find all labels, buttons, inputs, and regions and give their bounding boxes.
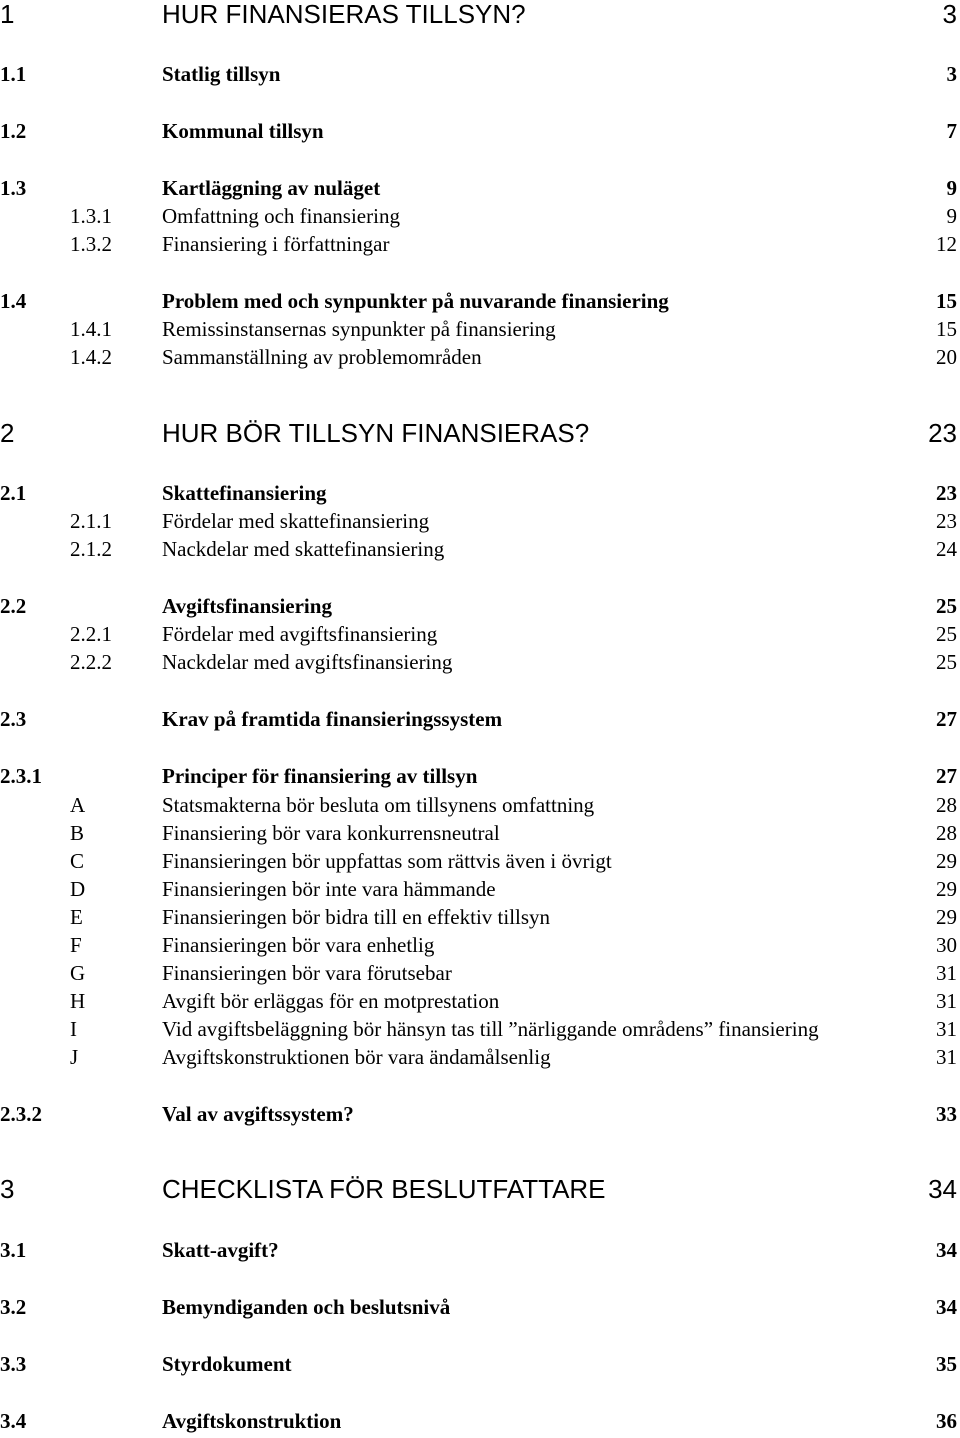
toc-entry-page: 7 [946,119,957,143]
toc-entry-page: 9 [946,204,957,228]
toc-entry-page: 28 [936,821,957,845]
toc-entry-page: 35 [936,1352,957,1376]
toc-entry[interactable] [0,173,960,203]
toc-entry[interactable] [0,958,960,988]
toc-entry-number: 2.1.2 [70,537,112,561]
toc-entry-page: 25 [936,594,957,618]
toc-entry-page: 34 [936,1238,957,1262]
toc-entry-number: 3.1 [0,1238,27,1262]
toc-entry-title: Vid avgiftsbeläggning bör hänsyn tas till ”närliggande områdens” finansiering [162,1017,819,1041]
toc-entry-number: G [70,961,86,985]
toc-entry-page: 33 [936,1102,957,1126]
toc-entry-page: 31 [936,961,957,985]
toc-entry-title: Fördelar med skattefinansiering [162,509,430,533]
toc-entry-number: 1 [0,0,15,29]
toc-entry-number: 3.3 [0,1352,27,1376]
toc-entry-page: 23 [928,418,957,448]
toc-entry-title: Skatt-avgift? [162,1238,279,1262]
toc-entry[interactable] [0,116,960,146]
toc-entry[interactable] [0,902,960,932]
toc-entry[interactable] [0,1014,960,1044]
toc-entry-number: 1.1 [0,62,27,86]
toc-entry[interactable] [0,761,960,791]
toc-entry-title: Finansieringen bör bidra till en effektiv tillsyn [162,905,551,929]
toc-entry[interactable] [0,1292,960,1322]
toc-entry[interactable] [0,0,960,32]
toc-entry[interactable] [0,415,960,451]
toc-entry-page: 28 [936,793,957,817]
toc-entry-title: Sammanställning av problemområden [162,345,482,369]
toc-entry-title: Omfattning och finansiering [162,204,400,228]
toc-entry[interactable] [0,534,960,564]
toc-entry-page: 3 [946,62,957,86]
toc-entry-page: 25 [936,622,957,646]
toc-entry[interactable] [0,790,960,820]
toc-entry-title: Finansieringen bör vara enhetlig [162,933,435,957]
toc-entry-page: 29 [936,905,957,929]
toc-entry-title: HUR FINANSIERAS TILLSYN? [162,0,526,29]
toc-entry-number: 2.3.1 [0,764,42,788]
toc-entry-page: 23 [936,509,957,533]
toc-entry-title: Principer för finansiering av tillsyn [162,764,478,788]
toc-entry-title: Avgiftsfinansiering [162,594,332,618]
toc-entry[interactable] [0,1349,960,1379]
toc-entry-title: Bemyndiganden och beslutsnivå [162,1295,451,1319]
toc-entry-page: 30 [936,933,957,957]
toc-entry[interactable] [0,1235,960,1265]
toc-entry-title: Krav på framtida finansieringssystem [162,707,503,731]
toc-entry-page: 15 [936,317,957,341]
toc-entry-number: 1.3.1 [70,204,112,228]
toc-entry-number: 1.3 [0,176,27,200]
toc-entry-number: C [70,849,85,873]
toc-entry-title: CHECKLISTA FÖR BESLUTFATTARE [162,1174,606,1204]
toc-entry-title: Nackdelar med skattefinansiering [162,537,445,561]
toc-entry-number: 3.4 [0,1409,27,1433]
toc-entry-page: 31 [936,1045,957,1069]
toc-entry[interactable] [0,1099,960,1129]
toc-entry-title: Kartläggning av nuläget [162,176,381,200]
toc-entry-number: I [70,1017,77,1041]
toc-entry-number: 2.1.1 [70,509,112,533]
toc-entry-number: 1.4.1 [70,317,112,341]
toc-entry[interactable] [0,704,960,734]
toc-entry-title: Nackdelar med avgiftsfinansiering [162,650,453,674]
toc-entry[interactable] [0,818,960,848]
toc-entry-number: 2.2.2 [70,650,112,674]
toc-entry-number: 2.3.2 [0,1102,42,1126]
toc-entry-number: 2.3 [0,707,27,731]
toc-entry-page: 20 [936,345,957,369]
toc-entry-number: J [70,1045,79,1069]
toc-entry-page: 15 [936,289,957,313]
toc-entry[interactable] [0,478,960,508]
toc-entry-title: Avgiftskonstruktionen bör vara ändamålsenlig [162,1045,551,1069]
toc-entry-number: 2.1 [0,481,27,505]
toc-entry-page: 36 [936,1409,957,1433]
toc-entry-number: H [70,989,86,1013]
toc-entry-page: 29 [936,877,957,901]
toc-entry-title: Fördelar med avgiftsfinansiering [162,622,438,646]
toc-entry-title: Finansieringen bör inte vara hämmande [162,877,496,901]
toc-entry-title: Statlig tillsyn [162,62,281,86]
toc-entry-page: 34 [928,1174,957,1204]
toc-entry-page: 27 [936,707,957,731]
toc-entry-title: Finansieringen bör uppfattas som rättvis även i övrigt [162,849,612,873]
toc-entry[interactable] [0,874,960,904]
toc-entry[interactable] [0,647,960,677]
toc-entry-page: 12 [936,232,957,256]
toc-entry-number: 2.2.1 [70,622,112,646]
toc-entry[interactable] [0,846,960,876]
toc-entry-page: 23 [936,481,957,505]
toc-entry-title: Finansiering bör vara konkurrensneutral [162,821,500,845]
toc-entry-title: Problem med och synpunkter på nuvarande finansiering [162,289,669,313]
toc-entry-number: D [70,877,86,901]
toc-entry[interactable] [0,1042,960,1072]
toc-entry-title: Avgift bör erläggas för en motprestation [162,989,500,1013]
toc-entry-page: 31 [936,989,957,1013]
toc-entry-number: 1.3.2 [70,232,112,256]
toc-entry[interactable] [0,201,960,231]
toc-entry[interactable] [0,229,960,259]
toc-entry[interactable] [0,986,960,1016]
toc-entry-page: 29 [936,849,957,873]
toc-entry-page: 25 [936,650,957,674]
toc-entry-title: HUR BÖR TILLSYN FINANSIERAS? [162,418,590,448]
toc-entry[interactable] [0,619,960,649]
toc-entry[interactable] [0,930,960,960]
toc-entry-title: Kommunal tillsyn [162,119,324,143]
toc-entry[interactable] [0,314,960,344]
toc-entry-number: E [70,905,83,929]
toc-entry-title: Statsmakterna bör besluta om tillsynens omfattning [162,793,595,817]
toc-entry[interactable] [0,1406,960,1436]
toc-entry-number: 2.2 [0,594,27,618]
toc-entry-page: 24 [936,537,957,561]
toc-entry-page: 34 [936,1295,957,1319]
toc-entry-title: Finansiering i författningar [162,232,390,256]
toc-entry[interactable] [0,342,960,372]
toc-entry[interactable] [0,591,960,621]
toc-entry[interactable] [0,506,960,536]
toc-entry-number: 2 [0,418,15,448]
toc-entry-number: 1.2 [0,119,27,143]
toc-entry-page: 31 [936,1017,957,1041]
toc-entry-title: Finansieringen bör vara förutsebar [162,961,452,985]
toc-entry-page: 27 [936,764,957,788]
toc-entry-number: B [70,821,85,845]
toc-entry-number: A [70,793,86,817]
toc-entry[interactable] [0,1171,960,1207]
toc-entry-title: Skattefinansiering [162,481,327,505]
toc-entry-page: 3 [942,0,957,29]
toc-entry-number: 3.2 [0,1295,27,1319]
toc-entry[interactable] [0,286,960,316]
toc-entry-title: Val av avgiftssystem? [162,1102,354,1126]
toc-entry-title: Avgiftskonstruktion [162,1409,342,1433]
toc-entry-title: Styrdokument [162,1352,292,1376]
toc-entry-number: 1.4.2 [70,345,112,369]
toc-entry[interactable] [0,59,960,89]
toc-entry-number: F [70,933,82,957]
toc-entry-number: 1.4 [0,289,27,313]
toc-entry-title: Remissinstansernas synpunkter på finansiering [162,317,556,341]
toc-entry-page: 9 [946,176,957,200]
toc-entry-number: 3 [0,1174,15,1204]
